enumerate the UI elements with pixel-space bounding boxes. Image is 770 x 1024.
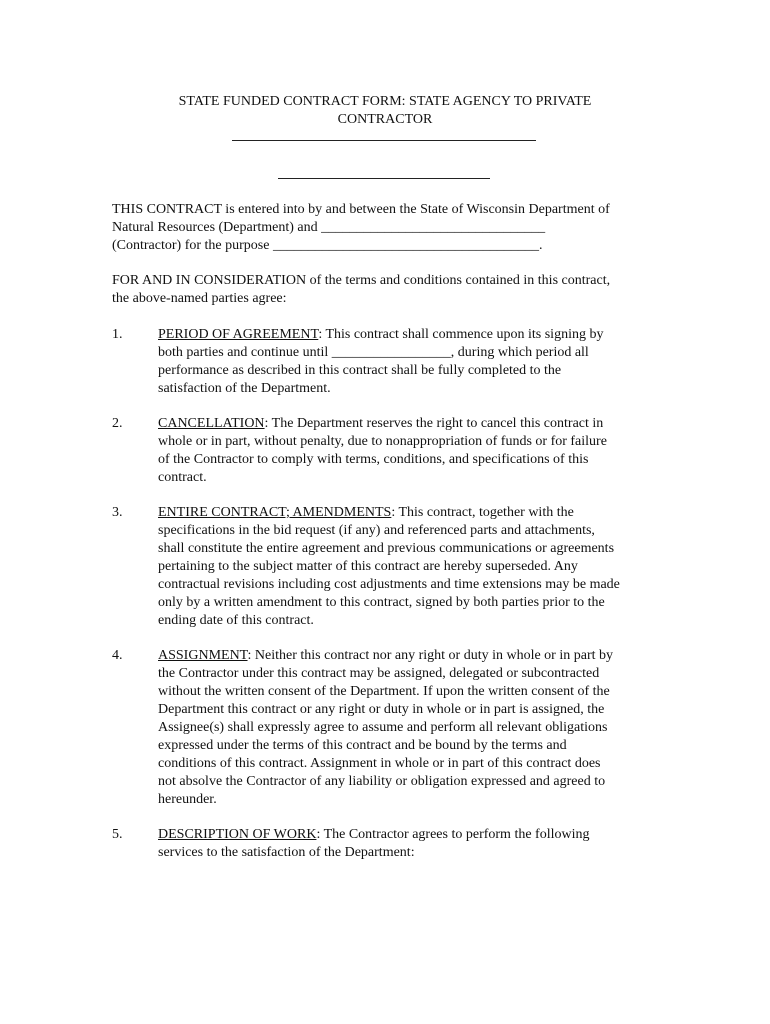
intro-line: (Contractor) for the purpose ______________________________________. <box>112 238 543 253</box>
blank-line-contract-number <box>232 130 536 141</box>
section-heading: PERIOD OF AGREEMENT <box>158 327 319 342</box>
section-first-line: : Neither this contract nor any right or duty in whole or in part by <box>247 648 614 663</box>
section-line: Assignee(s) shall expressly agree to assume and perform all relevant obligations <box>158 720 608 735</box>
section-first-line: : This contract shall commence upon its signing by <box>318 327 604 342</box>
section-line: both parties and continue until _________________, during which period all <box>158 345 589 360</box>
section-line: the Contractor under this contract may be assigned, delegated or subcontracted <box>158 666 600 681</box>
section-heading: DESCRIPTION OF WORK <box>158 827 317 842</box>
section-body <box>158 504 620 630</box>
consideration-line: FOR AND IN CONSIDERATION of the terms and conditions contained in this contract, <box>112 273 611 288</box>
consideration-line: the above-named parties agree: <box>112 291 287 306</box>
section-line: whole or in part, without penalty, due to nonappropriation of funds or for failure <box>158 434 607 449</box>
page-title-line-2: CONTRACTOR <box>337 112 433 127</box>
section-heading: ENTIRE CONTRACT; AMENDMENTS <box>158 505 392 520</box>
section-heading: ASSIGNMENT <box>158 648 248 663</box>
section-number: 2. <box>112 416 123 431</box>
section-number: 1. <box>112 327 123 342</box>
section-body <box>158 326 603 398</box>
section-first-line: : The Contractor agrees to perform the following <box>316 827 590 842</box>
section-line: not absolve the Contractor of any liability or obligation expressed and agreed to <box>158 774 606 789</box>
section-line: Department this contract or any right or duty in whole or in part is assigned, the <box>158 702 605 717</box>
section-line: shall constitute the entire agreement and previous communications or agreements <box>158 541 615 556</box>
section-line: specifications in the bid request (if any) and referenced parts and attachments, <box>158 523 595 538</box>
section-line: without the written consent of the Department. If upon the written consent of the <box>158 684 610 699</box>
section-body <box>158 826 590 862</box>
section-number: 5. <box>112 827 123 842</box>
section-body <box>158 647 613 809</box>
intro-line: THIS CONTRACT is entered into by and between the State of Wisconsin Department of <box>112 202 610 217</box>
section-line: contractual revisions including cost adjustments and time extensions may be made <box>158 577 620 592</box>
section-line: conditions of this contract. Assignment in whole or in part of this contract does <box>158 756 601 771</box>
consideration-paragraph <box>112 272 672 308</box>
section-line: ending date of this contract. <box>158 613 314 628</box>
section-line: performance as described in this contract shall be fully completed to the <box>158 363 562 378</box>
section-line: hereunder. <box>158 792 217 807</box>
section-line: pertaining to the subject matter of this contract are hereby superseded. Any <box>158 559 578 574</box>
section-line: of the Contractor to comply with terms, conditions, and specifications of this <box>158 452 589 467</box>
page-title-line-1: STATE FUNDED CONTRACT FORM: STATE AGENCY TO PRIVATE <box>178 94 592 109</box>
section-line: services to the satisfaction of the Department: <box>158 845 415 860</box>
section-first-line: : This contract, together with the <box>391 505 574 520</box>
section-line: expressed under the terms of this contract and be bound by the terms and <box>158 738 567 753</box>
intro-line: Natural Resources (Department) and ________________________________ <box>112 220 546 235</box>
section-number: 3. <box>112 505 123 520</box>
intro-paragraph <box>112 201 672 255</box>
section-line: satisfaction of the Department. <box>158 381 331 396</box>
section-line: contract. <box>158 470 207 485</box>
blank-line-contract-date <box>278 168 490 179</box>
section-line: only by a written amendment to this contract, signed by both parties prior to the <box>158 595 605 610</box>
section-heading: CANCELLATION <box>158 416 265 431</box>
section-first-line: : The Department reserves the right to cancel this contract in <box>264 416 604 431</box>
section-number: 4. <box>112 648 123 663</box>
section-body <box>158 415 607 487</box>
